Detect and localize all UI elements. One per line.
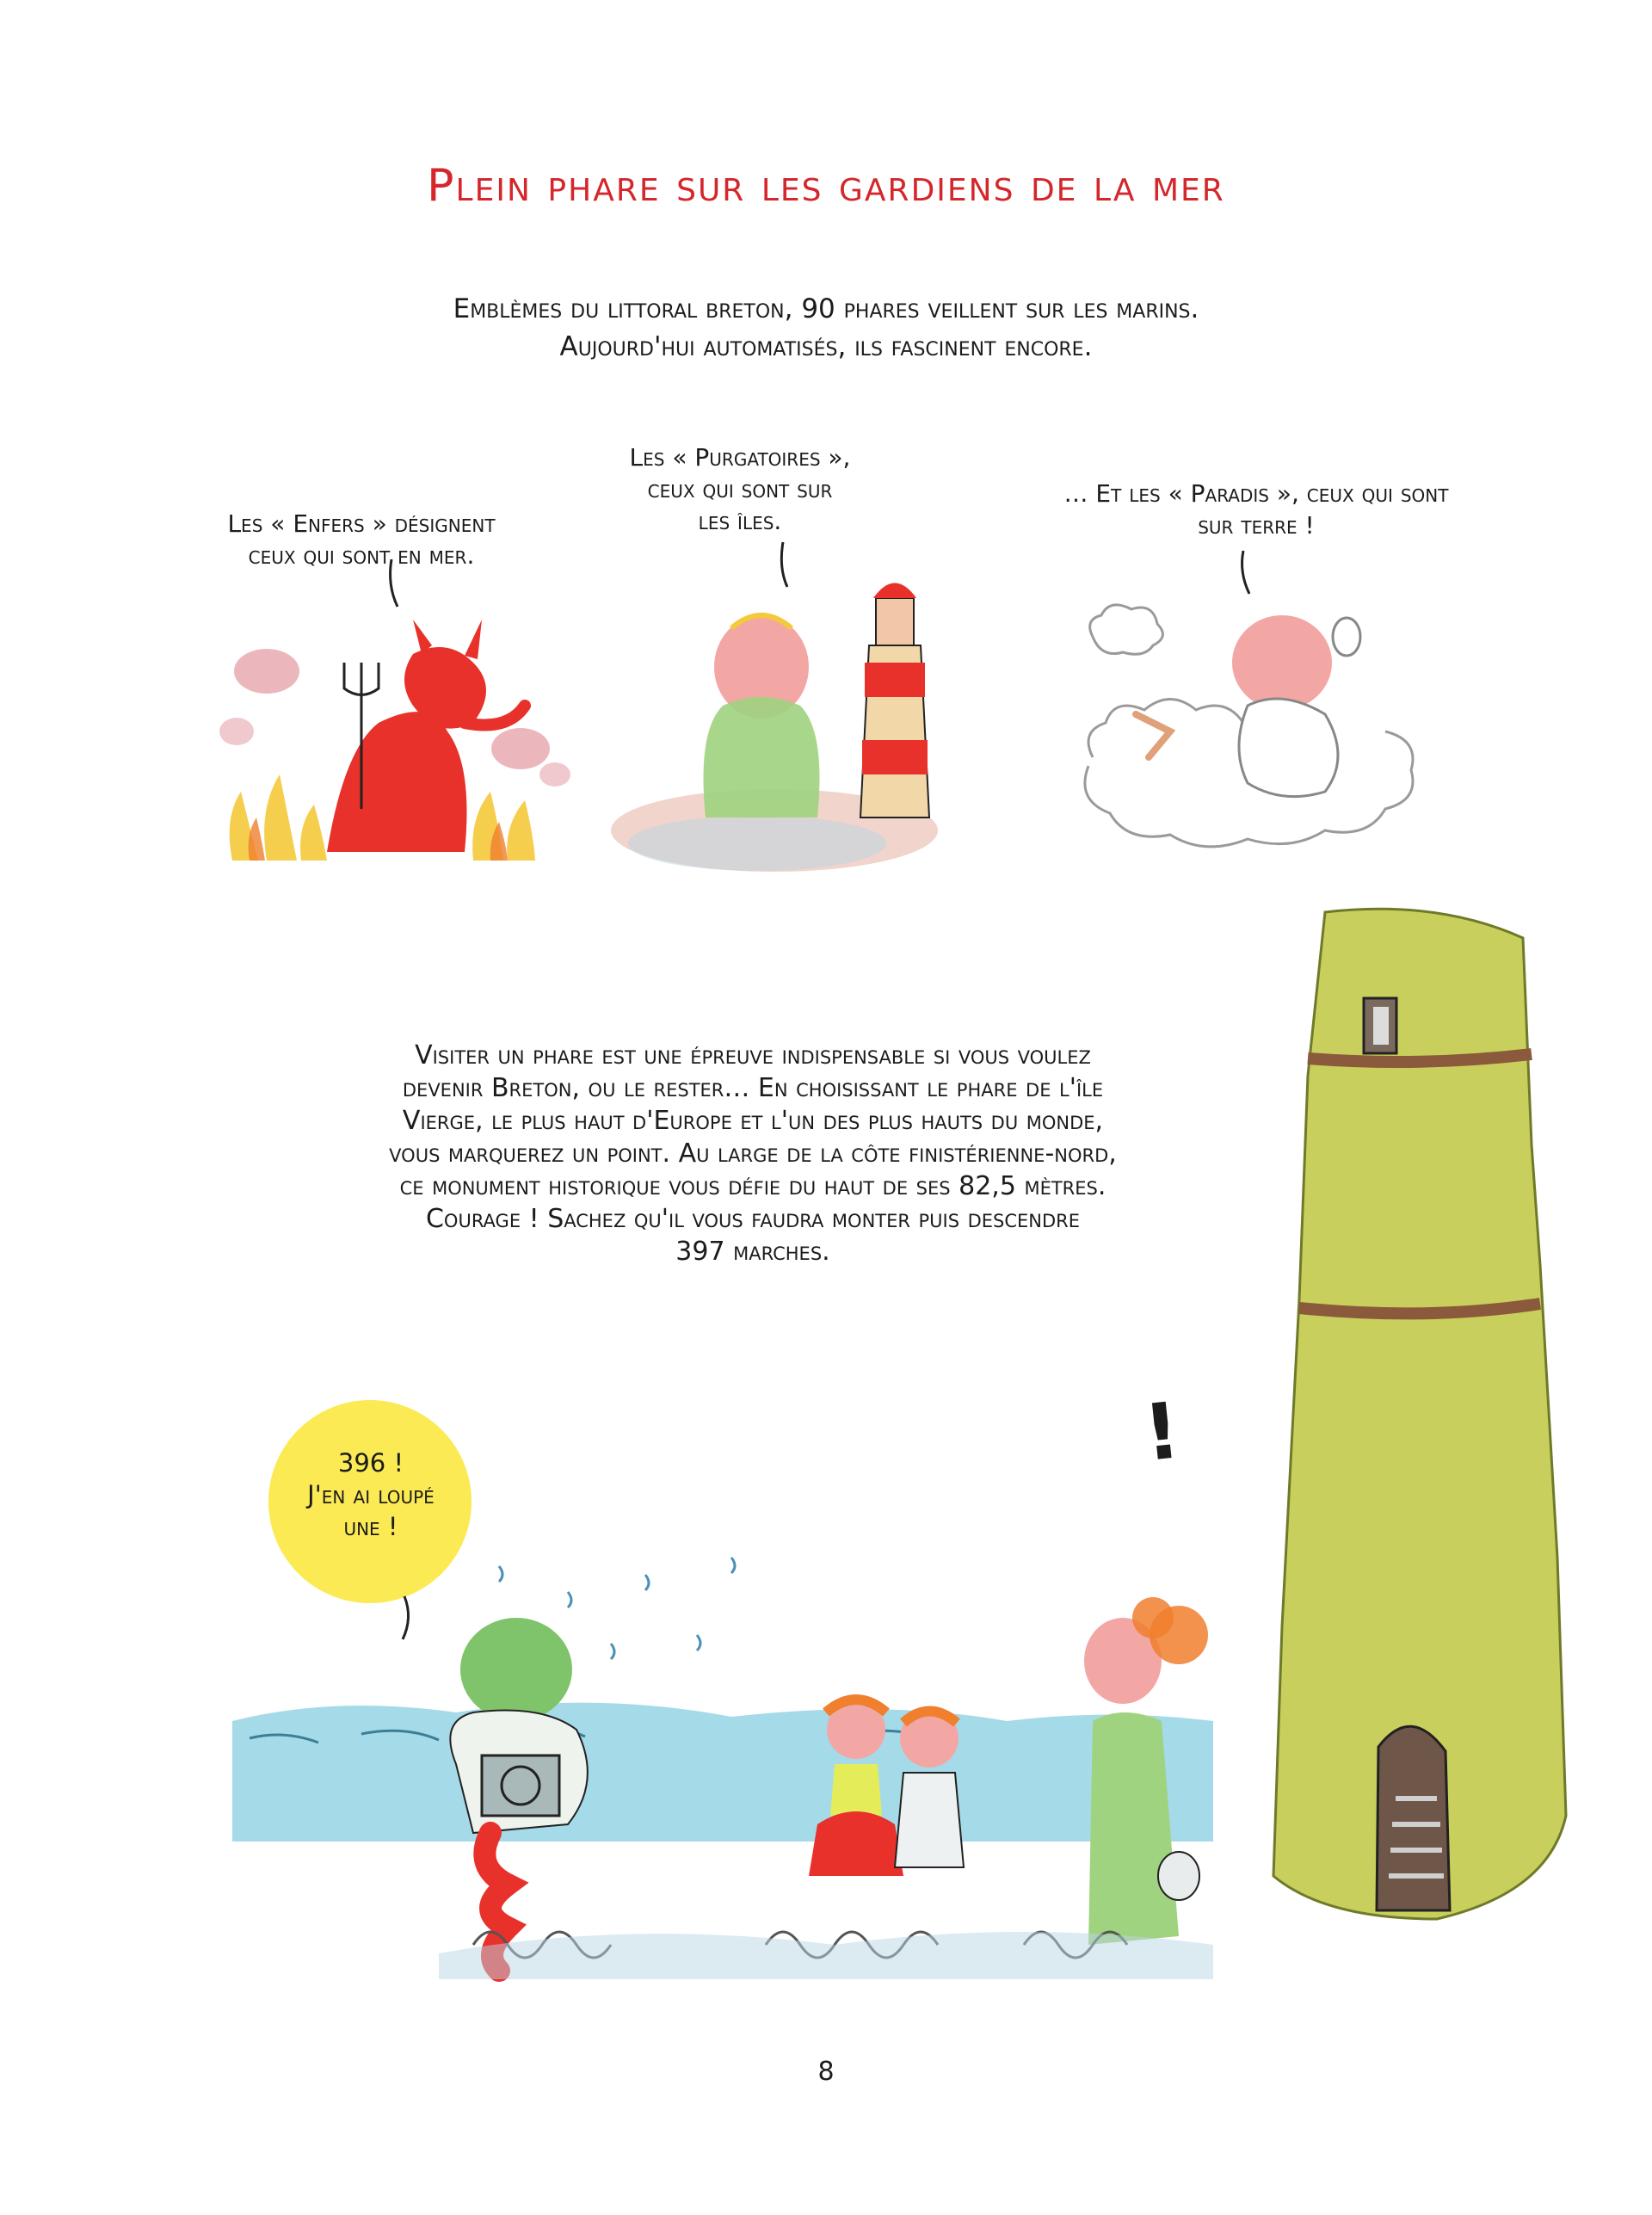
exclamation-mark: ! (1139, 1385, 1185, 1479)
devil-illustration (215, 602, 576, 861)
caption-line: sur terre ! (1198, 511, 1315, 540)
main-line: Vierge, le plus haut d'Europe et l'un des plus hauts du monde, (402, 1106, 1104, 1136)
main-paragraph (258, 1040, 1248, 1268)
caption-line: Les « Purgatoires », (629, 443, 851, 472)
caption-line: les îles. (698, 507, 782, 535)
page-title: Plein phare sur les gardiens de la mer (427, 160, 1225, 212)
main-line: 397 marches. (675, 1237, 830, 1267)
sun-line: 396 ! (337, 1448, 404, 1478)
main-line: devenir Breton, ou le rester… En choisissant le phare de l'île (402, 1073, 1104, 1103)
intro-line: Emblèmes du littoral breton, 90 phares veillent sur les marins. (453, 293, 1199, 324)
main-line: Visiter un phare est une épreuve indispensable si vous voulez (415, 1040, 1091, 1070)
main-line: vous marquerez un point. Au large de la côte finistérienne-nord, (389, 1138, 1117, 1169)
main-line: ce monument historique vous défie du haut de ses 82,5 mètres. (399, 1171, 1106, 1201)
sun-line: J'en ai loupé (307, 1480, 435, 1509)
caption-line: Les « Enfers » désignent (227, 509, 496, 538)
caption-line: ceux qui sont sur (647, 475, 833, 503)
keeper-on-island-illustration (602, 516, 964, 878)
sun-bubble-text (272, 1447, 470, 1543)
caption-line: … Et les « Paradis », ceux qui sont (1063, 479, 1449, 508)
page-number: 8 (817, 2057, 835, 2087)
main-line: Courage ! Sachez qu'il vous faudra monter puis descendre (425, 1204, 1081, 1234)
family-at-lighthouse-illustration (284, 1540, 1402, 2022)
angel-on-cloud-illustration (1076, 585, 1437, 861)
caption-line: ceux qui sont en mer. (248, 541, 475, 570)
sun-line: une ! (343, 1512, 398, 1541)
intro-line: Aujourd'hui automatisés, ils fascinent encore. (559, 331, 1093, 362)
